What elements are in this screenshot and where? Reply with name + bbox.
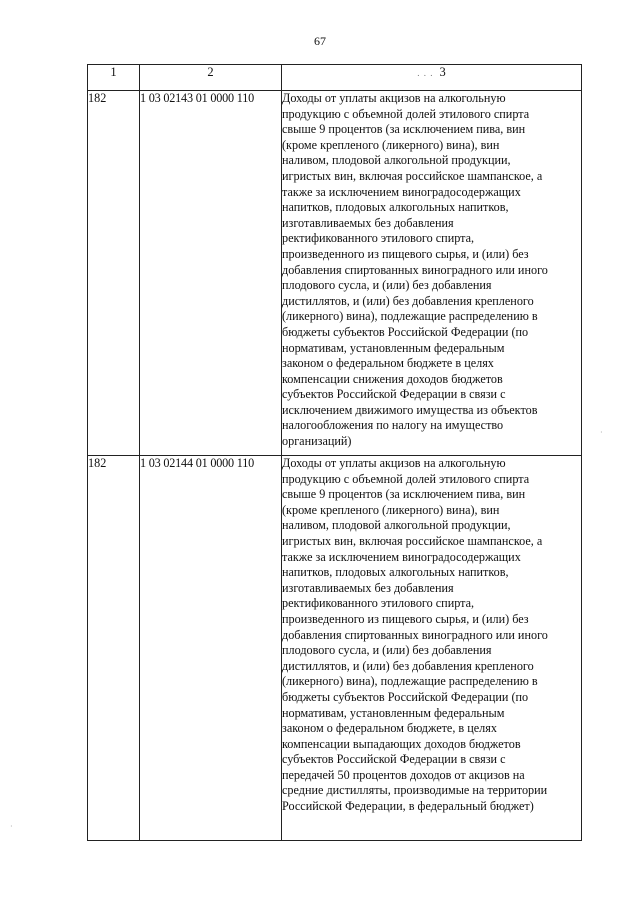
header-col-3-label: 3 [439, 65, 446, 79]
header-col-3-mark: . . . [417, 68, 434, 78]
description-line: нормативам, установленным федеральным [282, 340, 505, 355]
description-line: игристых вин, включая российское шампанское, а [282, 533, 543, 548]
description-line: напитков, плодовых алкогольных напитков, [282, 565, 509, 580]
description-line: (ликерного) вина), подлежащие распределению в [282, 674, 538, 689]
description-line: организаций) [282, 434, 352, 449]
document-table [87, 64, 582, 841]
description-line: исключением движимого имущества из объектов [282, 402, 538, 417]
description-line: свыше 9 процентов (за исключением пива, вин [282, 487, 526, 502]
budget-code-cell: 1 03 02143 01 0000 110 [140, 91, 282, 456]
table-header-row [88, 65, 582, 91]
description-line: (ликерного) вина), подлежащие распределению в [282, 309, 538, 324]
description-line: дистиллятов, и (или) без добавления крепленого [282, 293, 534, 308]
description-line: бюджеты субъектов Российской Федерации (по [282, 689, 529, 704]
description-line: Российской Федерации, в федеральный бюджет) [282, 799, 534, 814]
description-line: продукцию с объемной долей этилового спирта [282, 106, 530, 121]
description-line: ректификованного этилового спирта, [282, 231, 475, 246]
description-line: налогообложения по налогу на имущество [282, 418, 504, 433]
description-line: законом о федеральном бюджете в целях [282, 356, 494, 371]
description-line: Доходы от уплаты акцизов на алкогольную [282, 456, 506, 470]
description-cell [282, 91, 582, 456]
description-line: произведенного из пищевого сырья, и (или) без [282, 246, 529, 261]
description-line: напитков, плодовых алкогольных напитков, [282, 200, 509, 215]
description-line: компенсации снижения доходов бюджетов [282, 371, 503, 386]
description-line: (кроме крепленого (ликерного) вина), вин [282, 137, 500, 152]
table-row [88, 91, 582, 456]
description-line: законом о федеральном бюджете, в целях [282, 721, 497, 736]
description-line: изготавливаемых без добавления [282, 215, 454, 230]
description-line: (кроме крепленого (ликерного) вина), вин [282, 502, 500, 517]
description-line: наливом, плодовой алкогольной продукции, [282, 153, 511, 168]
description-line: добавления спиртованных виноградного или иного [282, 262, 548, 277]
header-col-2: 2 [140, 65, 282, 91]
description-line: наливом, плодовой алкогольной продукции, [282, 518, 511, 533]
admin-code-cell: 182 [88, 456, 140, 841]
description-line: свыше 9 процентов (за исключением пива, вин [282, 122, 526, 137]
description-line: средние дистилляты, производимые на территории [282, 783, 548, 798]
description-cell [282, 456, 582, 841]
description-line: плодового сусла, и (или) без добавления [282, 278, 492, 293]
description-line: изготавливаемых без добавления [282, 580, 454, 595]
description-line: продукцию с объемной долей этилового спирта [282, 471, 530, 486]
description-line: добавления спиртованных виноградного или иного [282, 627, 548, 642]
header-col-3 [282, 65, 582, 91]
description-line: компенсации выпадающих доходов бюджетов [282, 736, 521, 751]
admin-code-cell: 182 [88, 91, 140, 456]
description-line: дистиллятов, и (или) без добавления крепленого [282, 658, 534, 673]
description-line: субъектов Российской Федерации в связи с [282, 387, 506, 402]
budget-code-cell: 1 03 02144 01 0000 110 [140, 456, 282, 841]
description-line: произведенного из пищевого сырья, и (или) без [282, 611, 529, 626]
description-line: также за исключением виноградосодержащих [282, 549, 521, 564]
scan-speck: · [10, 822, 13, 831]
scan-speck: · [600, 428, 603, 437]
header-col-1: 1 [88, 65, 140, 91]
description-line: ректификованного этилового спирта, [282, 596, 475, 611]
description-line: Доходы от уплаты акцизов на алкогольную [282, 91, 506, 105]
description-line: также за исключением виноградосодержащих [282, 184, 521, 199]
description-line: игристых вин, включая российское шампанское, а [282, 168, 543, 183]
description-line: бюджеты субъектов Российской Федерации (по [282, 324, 529, 339]
page-number: 67 [314, 34, 326, 48]
description-line: плодового сусла, и (или) без добавления [282, 643, 492, 658]
description-line: субъектов Российской Федерации в связи с [282, 752, 506, 767]
description-line: нормативам, установленным федеральным [282, 705, 505, 720]
table-row [88, 456, 582, 841]
description-line: передачей 50 процентов доходов от акцизов на [282, 767, 525, 782]
